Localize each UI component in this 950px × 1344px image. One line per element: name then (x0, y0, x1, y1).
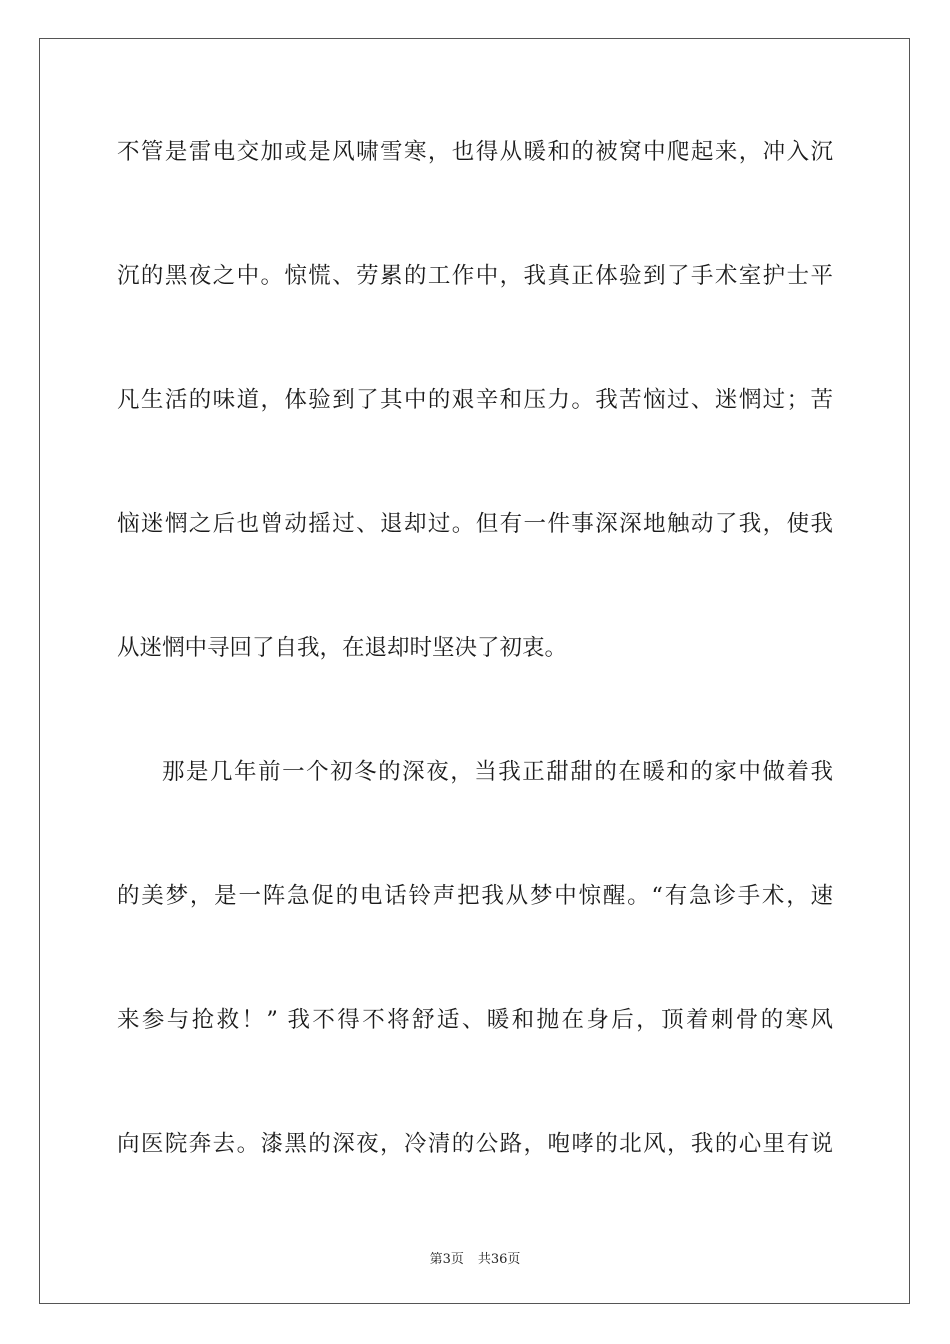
page-footer (0, 1248, 950, 1267)
paragraph-line-1: 不管是雷电交加或是风啸雪寒，也得从暖和的被窝中爬起来，冲入沉 (117, 139, 833, 165)
page-number: 第3页 (429, 1252, 464, 1267)
paragraph-line-3: 凡生活的味道，体验到了其中的艰辛和压力。我苦恼过、迷惘过；苦 (117, 387, 833, 413)
paragraph-line-4: 恼迷惘之后也曾动摇过、退却过。但有一件事深深地触动了我，使我 (117, 511, 833, 537)
paragraph-line-9: 向医院奔去。漆黑的深夜，冷清的公路，咆哮的北风，我的心里有说 (117, 1131, 833, 1157)
paragraph-line-7: 的美梦，是一阵急促的电话铃声把我从梦中惊醒。“有急诊手术，速 (117, 883, 833, 909)
paragraph-line-6: 那是几年前一个初冬的深夜，当我正甜甜的在暖和的家中做着我 (162, 759, 833, 785)
page-border (39, 38, 910, 1304)
paragraph-line-2: 沉的黑夜之中。惊慌、劳累的工作中，我真正体验到了手术室护士平 (117, 263, 833, 289)
paragraph-line-5: 从迷惘中寻回了自我，在退却时坚决了初衷。 (117, 635, 568, 661)
page-total: 共36页 (477, 1252, 521, 1267)
paragraph-line-8: 来参与抢救！” 我不得不将舒适、暖和抛在身后，顶着刺骨的寒风 (117, 1007, 833, 1033)
